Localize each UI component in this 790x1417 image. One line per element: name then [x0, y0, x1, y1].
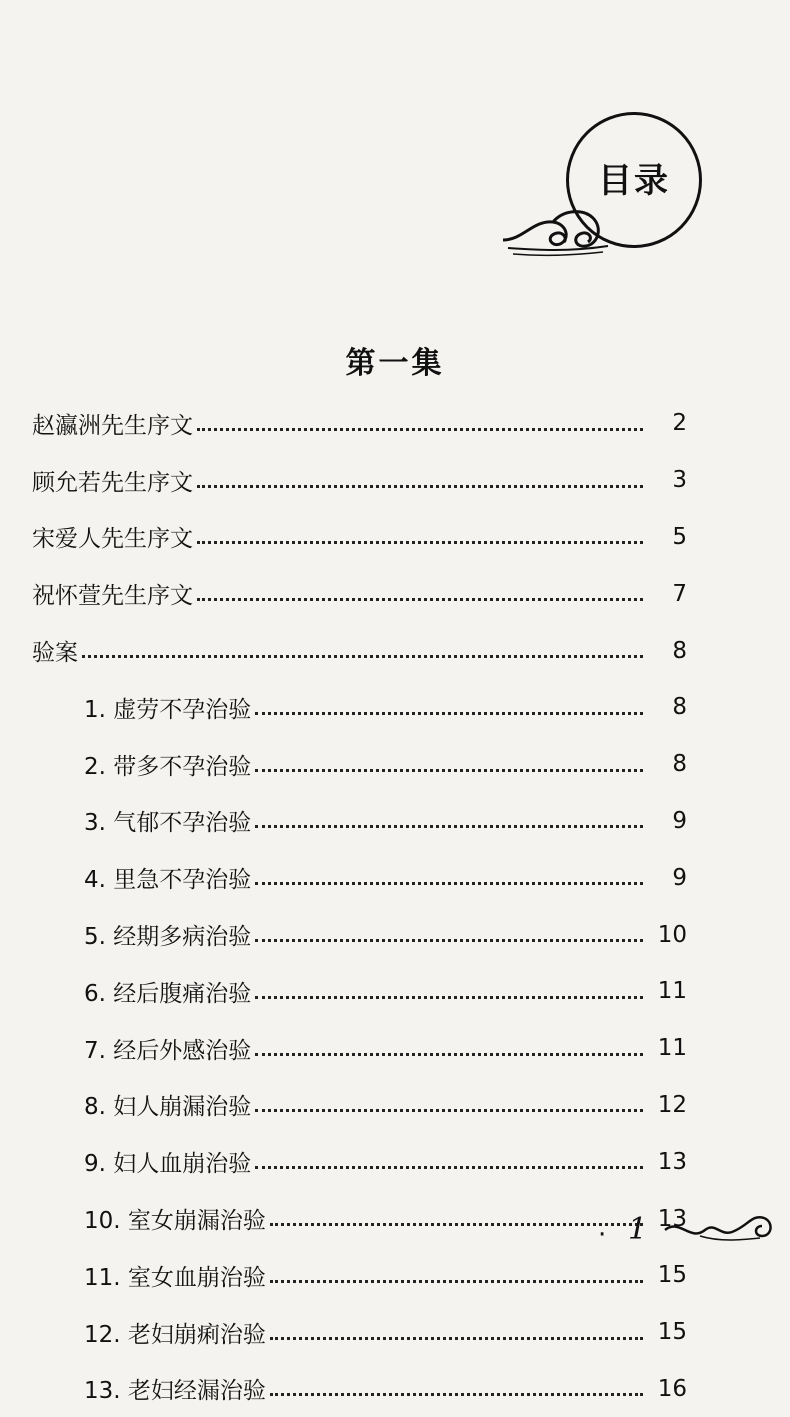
toc-entry-title: 赵瀛洲先生序文 — [32, 412, 193, 439]
toc-entry-title: 3. 气郁不孕治验 — [84, 810, 252, 837]
dot-leader — [197, 428, 643, 431]
dot-leader — [270, 1337, 643, 1340]
badge-title: 目录 — [598, 161, 670, 201]
toc-entry-title: 9. 妇人血崩治验 — [84, 1151, 252, 1178]
toc-entry-title: 6. 经后腹痛治验 — [84, 980, 252, 1007]
toc-entry — [32, 1190, 687, 1247]
toc-entry-title: 顾允若先生序文 — [32, 469, 193, 496]
toc-entry-title: 13. 老妇经漏治验 — [84, 1378, 266, 1405]
toc-entry — [32, 1077, 687, 1134]
toc-entry — [32, 679, 687, 736]
dot-leader — [255, 769, 643, 772]
toc-entry — [32, 565, 687, 622]
toc-entry — [32, 509, 687, 566]
toc-entry-title: 8. 妇人崩漏治验 — [84, 1094, 252, 1121]
toc-entry — [32, 1247, 687, 1304]
toc-entry-title: 10. 室女崩漏治验 — [84, 1208, 266, 1235]
toc-entry-title: 7. 经后外感治验 — [84, 1037, 252, 1064]
dot-leader — [255, 825, 643, 828]
dot-leader — [197, 485, 643, 488]
cloud-ornament-icon — [498, 200, 618, 260]
dot-leader — [255, 712, 643, 715]
toc-entry-title: 1. 虚劳不孕治验 — [84, 696, 252, 723]
toc-entry-page: 15 — [657, 1319, 687, 1346]
dot-leader — [270, 1280, 643, 1283]
toc-entry — [32, 906, 687, 963]
dot-leader — [255, 1166, 643, 1169]
dot-leader — [255, 996, 643, 999]
toc-entry — [32, 1361, 687, 1417]
toc-entry-title: 验案 — [32, 640, 78, 667]
dot-leader — [82, 655, 643, 658]
toc-entry — [32, 622, 687, 679]
toc-entry-page: 12 — [657, 1091, 687, 1118]
dot-leader — [270, 1393, 643, 1396]
toc-entry-page: 16 — [657, 1375, 687, 1402]
dot-leader — [197, 598, 643, 601]
toc-entry — [32, 736, 687, 793]
toc-entry-title: 宋爱人先生序文 — [32, 526, 193, 553]
toc-entry-page: 11 — [657, 1035, 687, 1062]
dot-leader — [255, 1053, 643, 1056]
page-number: 1 — [628, 1212, 648, 1247]
toc-entry — [32, 395, 687, 452]
toc-entry-page: 5 — [672, 523, 687, 550]
toc-entry-page: 8 — [672, 637, 687, 664]
toc-entry-page: 13 — [657, 1205, 687, 1232]
footer-dot: · — [598, 1220, 607, 1250]
dot-leader — [255, 1109, 643, 1112]
toc-entry-page: 2 — [672, 410, 687, 437]
toc-entry-page: 13 — [657, 1148, 687, 1175]
toc-entry-page: 8 — [672, 751, 687, 778]
toc-entry — [32, 793, 687, 850]
dot-leader — [255, 882, 643, 885]
table-of-contents — [32, 395, 687, 1417]
section-title: 第一集 — [345, 346, 445, 381]
dot-leader — [255, 939, 643, 942]
toc-entry — [32, 1304, 687, 1361]
toc-entry-title: 祝怀萱先生序文 — [32, 583, 193, 610]
toc-entry-page: 8 — [672, 694, 687, 721]
toc-entry-title: 2. 带多不孕治验 — [84, 753, 252, 780]
toc-entry — [32, 849, 687, 906]
toc-entry-page: 7 — [672, 580, 687, 607]
toc-entry-title: 4. 里急不孕治验 — [84, 867, 252, 894]
toc-entry-page: 10 — [657, 921, 687, 948]
toc-entry-title: 12. 老妇崩痢治验 — [84, 1321, 266, 1348]
dot-leader — [197, 541, 643, 544]
toc-entry-page: 11 — [657, 978, 687, 1005]
toc-entry — [32, 1020, 687, 1077]
toc-entry — [32, 452, 687, 509]
toc-entry-title: 5. 经期多病治验 — [84, 924, 252, 951]
flourish-ornament-icon — [660, 1208, 780, 1248]
toc-entry-page: 3 — [672, 467, 687, 494]
toc-entry-page: 9 — [672, 807, 687, 834]
toc-entry-title: 11. 室女血崩治验 — [84, 1264, 266, 1291]
toc-entry-page: 15 — [657, 1262, 687, 1289]
dot-leader — [270, 1223, 643, 1226]
toc-entry — [32, 963, 687, 1020]
toc-entry — [32, 1133, 687, 1190]
toc-entry-page: 9 — [672, 864, 687, 891]
